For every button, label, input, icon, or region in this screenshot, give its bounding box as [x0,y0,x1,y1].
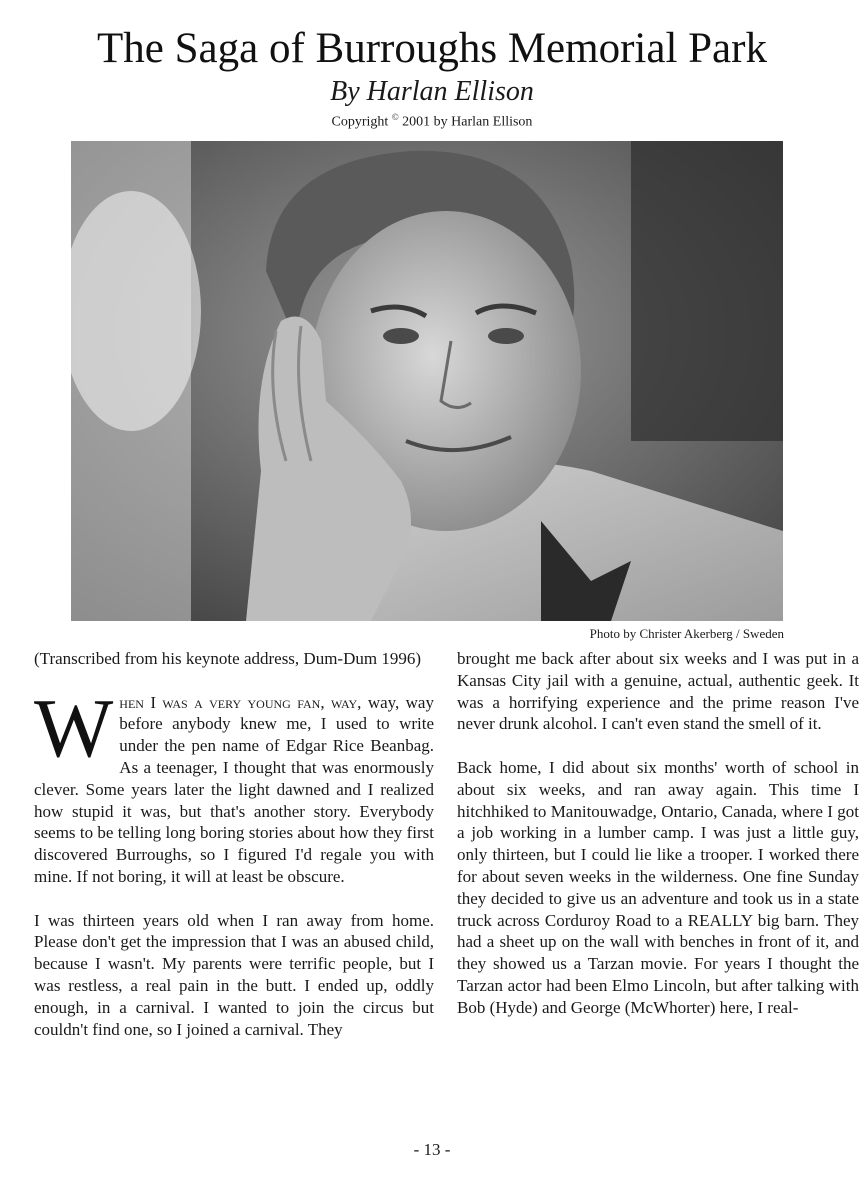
right-column [457,648,859,1040]
author-portrait-photo [71,141,783,621]
copyright-line [0,108,864,132]
author-byline: By Harlan Ellison [330,76,534,107]
body-paragraph: Back home, I did about six months' worth of school in about six weeks, and ran away again. This time I hitchhiked to Manitouwadge, Ontario, Canada, where I got a job working in a lumber camp. I was just a little guy, only thirteen, but I could lie like a trooper. I worked there for about seven weeks in the wilderness. One fine Sunday they decided to give us an adventure and took us in a state truck across Corduroy Road to a REALLY big barn. They had a sheet up on the wall with benches in front of it, and they showed us a Tarzan movie. For years I thought the Tarzan actor had been Elmo Lincoln, but after talking with Bob (Hyde) and George (McWhorter) here, I real- [457,757,859,1017]
opening-paragraph-text: way, way before anybody knew me, I used to write under the pen name of Edgar Rice Beanbag. As a teenager, I thought that was enormously clever. Some years later the light dawned and I realized how stupid it was, but that's another story. Everybody seems to be telling long boring stories about how they first discovered Burroughs, so I figured I'd regale you with mine. If not boring, it will at least be obscure. [34,692,434,886]
copyright-suffix: 2001 by Harlan Ellison [402,114,533,130]
transcription-note: (Transcribed from his keynote address, Dum-Dum 1996) [34,649,421,668]
copyright-symbol: © [391,112,399,122]
copyright-prefix: Copyright [331,114,389,130]
left-column [34,648,434,1062]
body-paragraph: I was thirteen years old when I ran away from home. Please don't get the impression that I was an abused child, because I wasn't. My parents were terrific people, but I was restless, a real pain in the butt. I ended up, oddly enough, in a carnival. I wanted to join the circus but couldn't find one, so I joined a carnival. They [34,910,434,1039]
opening-paragraph [34,681,434,888]
portrait-illustration [71,141,783,621]
drop-cap-letter: W [34,681,114,775]
opening-smallcaps: hen I was a very young fan, way, [119,692,362,712]
article-title: The Saga of Burroughs Memorial Park [97,25,767,72]
body-paragraph: brought me back after about six weeks and I was put in a Kansas City jail with a genuine, actual, authentic geek. It was a horrifying experience and the prime reason I've never drunk alcohol. I can't even stand the smell of it. [457,649,859,734]
photo-credit: Photo by Christer Akerberg / Sweden [589,626,784,641]
page-number: - 13 - [413,1140,451,1159]
